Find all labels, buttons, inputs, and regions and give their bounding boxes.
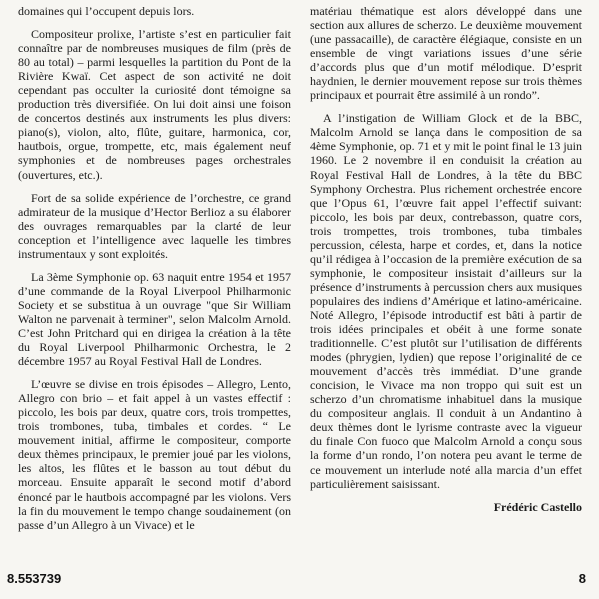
catalog-number: 8.553739	[7, 571, 62, 586]
author-signature: Frédéric Castello	[493, 499, 582, 514]
right-paragraph-2: A l’instigation de William Glock et de la BBC, Malcolm Arnold se lança dans le composition de sa 4ème Symphonie, op. 71 et y mit le point final le 13 juin 1960. Le 2 novembre il en conduisit la création au Royal Festival Hall de Londres, à la tête du BBC Symphony Orchestra. Plus richement orchestrée encore que l’Opus 61, l’œuvre fait appel l’effectif suivant: piccolo, les bois par deux, contrebasson, quatre cors, trois trompettes, trois trombones, tuba timbales percussion, célesta, harpe et cordes, et, dans la notice qu’il rédigea à l’occasion de la première exécution de sa symphonie, le compositeur insistait d’ailleurs sur la présence d’instruments à percussion chers aux musiques populaires des indiens d’Amérique et latino-américaine. Noté Allegro, l’épisode introductif est bâti à partir de trois idées principales et obéit à une forme sonate traditionnelle. C’est plutôt sur l’utilisation de différents modes (phrygien, lydien) que repose l’originalité de ce mouvement d’accès très immédiat. D’une grande concision, le Vivace ma non troppo qui suit est un scherzo d’un chromatisme inhabituel dans la musique du compositeur anglais. Il conduit à un Andantino à deux thèmes dont le lyrisme contraste avec la vigueur du finale Con fuoco que Malcolm Arnold a conçu sous la forme d’un rondo, l’on notera peu avant le terme de ce mouvement un interlude noté alla marcia d’un effet particulièrement saisissant.	[310, 111, 582, 491]
right-column	[310, 4, 582, 514]
left-paragraph-3: Fort de sa solide expérience de l’orchestre, ce grand admirateur de la musique d’Hector Berlioz a su élaborer des ouvrages remarquables par la clarté de leur conception et l’intelligence avec laquelle les timbres instrumentaux y sont exploités.	[18, 190, 291, 261]
right-paragraph-1: matériau thématique est alors développé dans une section aux allures de scherzo. Le deuxième mouvement (une passacaille), de caractère élégiaque, consiste en un ensemble de vingt variations issues d’une série d’accords plus que d’un motif mélodique. D’esprit haydnien, le dernier mouvement repose sur trois thèmes principaux et pourrait être assimilé à un rondo”.	[310, 4, 582, 103]
left-column	[18, 4, 291, 532]
page-number: 8	[578, 571, 586, 586]
left-paragraph-2: Compositeur prolixe, l’artiste s’est en particulier fait connaître par de nombreuses musiques de film (près de 80 au total) – parmi lesquelles la partition du Pont de la Rivière Kwaï. Cet aspect de son activité ne doit cependant pas occulter la curiosité dont témoigne sa production très diversifiée. On lui doit ainsi une foison de concertos destinés aux instruments les plus divers: piano(s), violon, alto, flûte, guitare, harmonica, cor, hautbois, orgue, trompette, etc, mais également neuf symphonies et de nombreuses pages orchestrales (ouvertures, etc.).	[18, 27, 291, 182]
left-paragraph-1: domaines qui l’occupent depuis lors.	[18, 4, 195, 18]
left-paragraph-4: La 3ème Symphonie op. 63 naquit entre 1954 et 1957 d’une commande de la Royal Liverpool Philharmonic Society et se substitua à un ouvrage "que Sir William Walton ne parvenait à terminer", selon Malcolm Arnold. C’est John Pritchard qui en dirigea la création à la tête du Royal Liverpool Philharmonic Orchestra, le 2 décembre 1957 au Royal Festival Hall de Londres.	[18, 269, 291, 369]
left-paragraph-5: L’œuvre se divise en trois épisodes – Allegro, Lento, Allegro con brio – et fait appel à un vastes effectif : piccolo, les bois par deux, quatre cors, trois trompettes, trois trombones, tuba, timbales et cordes. “ Le mouvement initial, affirme le compositeur, comporte deux thèmes principaux, le premier joué par les violons, les altos, les flûtes et le basson au tout début du morceau. Ensuite apparaît le second motif d’abord énoncé par le hautbois accompagné par les violons. Vers la fin du mouvement le tempo change soudainement (on passe d’un Allegro à un Vivace) et le	[18, 377, 291, 532]
